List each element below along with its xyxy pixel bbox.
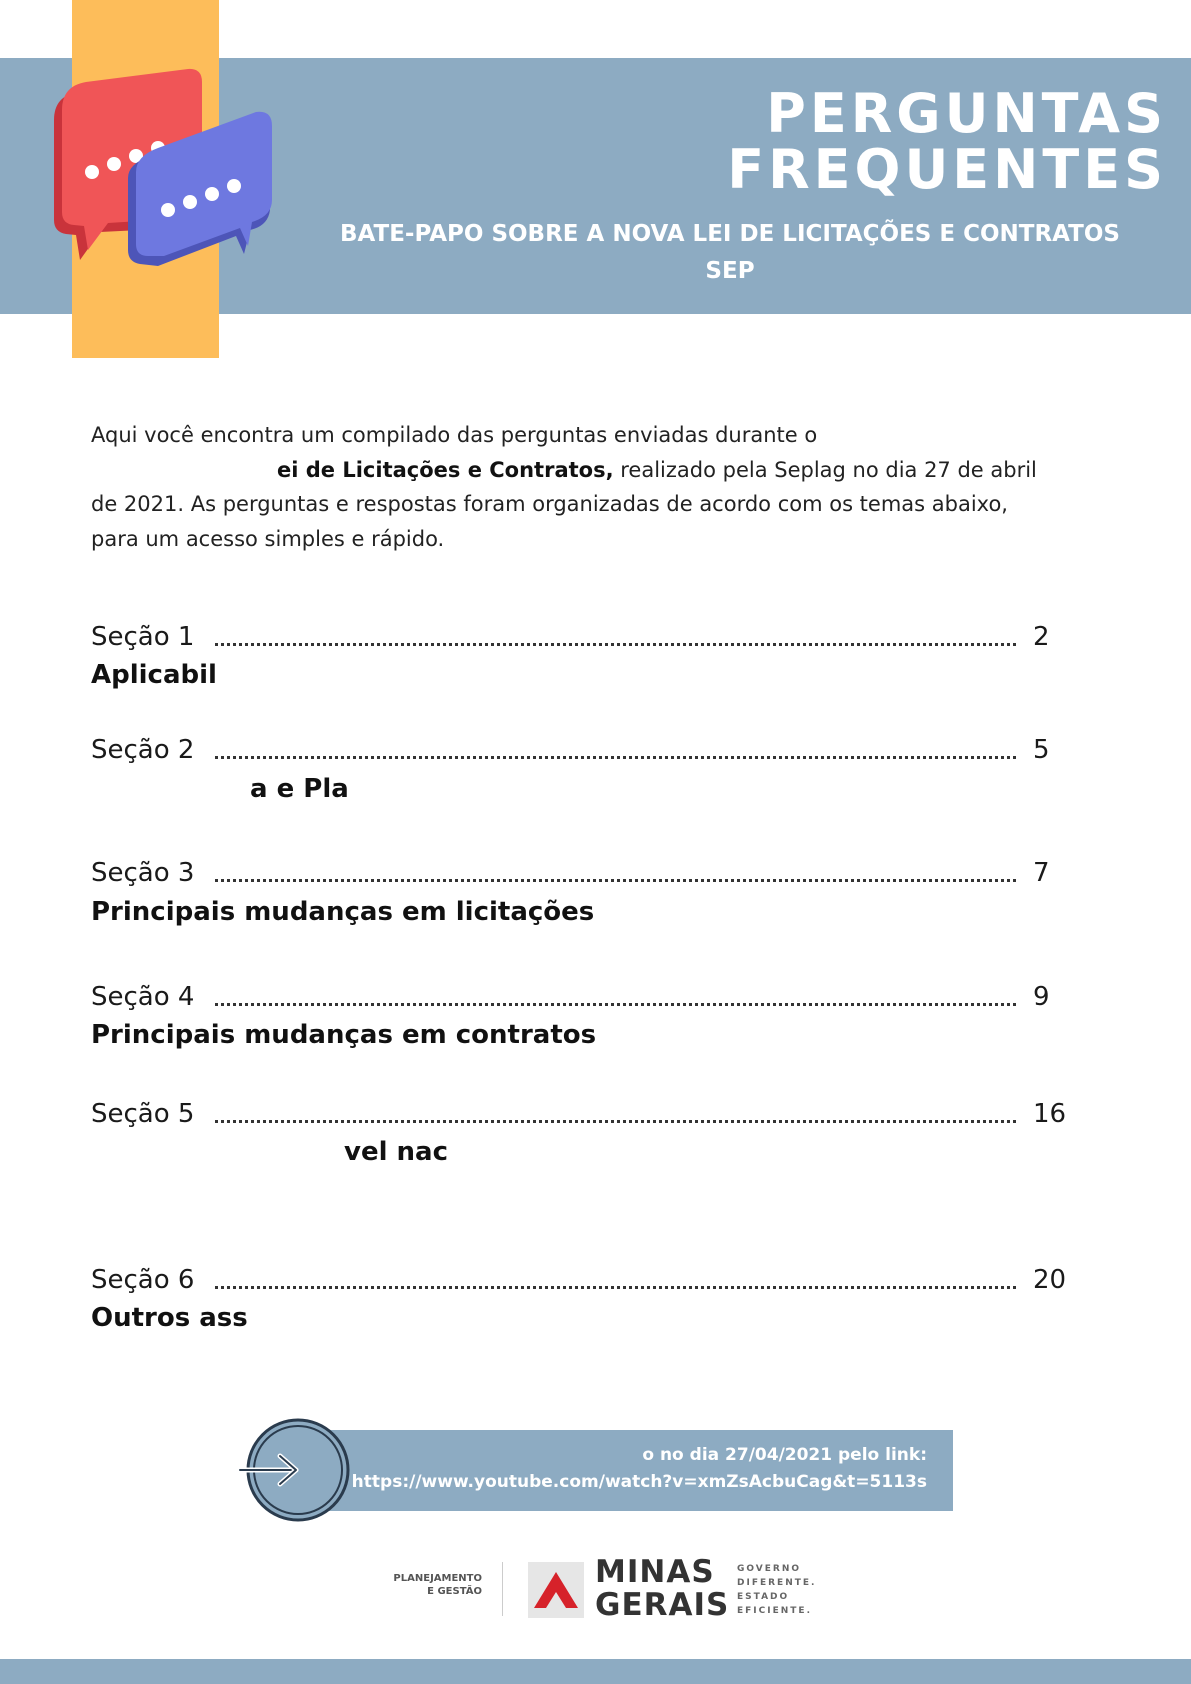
- subtitle-line-2: SEP: [705, 258, 755, 284]
- toc-leader-dots: [215, 756, 1016, 759]
- tagline-line-1: GOVERNO: [737, 1564, 802, 1574]
- toc-row-5[interactable]: [91, 1094, 1091, 1134]
- footer-divider: [502, 1562, 503, 1616]
- toc-label: Seção 1: [91, 622, 195, 652]
- toc-label: Seção 2: [91, 735, 195, 765]
- intro-line-2: [91, 453, 1107, 488]
- tagline-line-2: DIFERENTE.: [737, 1578, 817, 1588]
- arrow-right-icon[interactable]: [236, 1418, 354, 1522]
- title-line-1: PERGUNTAS: [766, 82, 1167, 145]
- minas-gerais-wordmark: [595, 1556, 729, 1622]
- intro-line-3: de 2021. As perguntas e respostas foram organizadas de acordo com os temas abaixo,: [91, 492, 1008, 516]
- toc-row-4[interactable]: [91, 977, 1091, 1017]
- intro-line-2-rest: realizado pela Seplag no dia 27 de abril: [613, 457, 1037, 482]
- toc-title-4: Principais mudanças em contratos: [91, 1020, 597, 1050]
- intro-line-4: para um acesso simples e rápido.: [91, 526, 445, 551]
- toc-row-3[interactable]: [91, 853, 1091, 893]
- toc-page-number: 20: [1033, 1265, 1067, 1295]
- toc-label: Seção 6: [91, 1265, 195, 1295]
- intro-paragraph: [91, 418, 1107, 556]
- title-line-2: FREQUENTES: [727, 138, 1167, 201]
- intro-line-1: Aqui você encontra um compilado das perguntas enviadas durante o: [91, 423, 818, 447]
- video-link-box[interactable]: [300, 1430, 953, 1511]
- toc-label: Seção 3: [91, 858, 195, 888]
- footer-logos: [380, 1552, 840, 1628]
- gerais-word: GERAIS: [595, 1587, 730, 1623]
- toc-page-number: 9: [1033, 982, 1050, 1012]
- toc-title-6: Outros ass: [91, 1303, 248, 1333]
- toc-row-6[interactable]: [91, 1260, 1091, 1300]
- toc-label: Seção 5: [91, 1099, 195, 1129]
- minas-word: MINAS: [595, 1554, 715, 1590]
- chat-bubbles-icon: [40, 60, 280, 280]
- government-tagline: [737, 1562, 816, 1618]
- video-link-url[interactable]: https://www.youtube.com/watch?v=xmZsAcbuCag&t=5113s: [351, 1472, 927, 1492]
- toc-title-5: vel nac: [344, 1137, 449, 1167]
- toc-leader-dots: [215, 1120, 1016, 1123]
- tagline-line-3: ESTADO: [737, 1592, 790, 1602]
- intro-bold-text: ei de Licitações e Contratos,: [277, 457, 614, 482]
- toc-title-3: Principais mudanças em licitações: [91, 897, 595, 927]
- planejamento-line-2: E GESTÃO: [427, 1586, 482, 1597]
- planejamento-line-1: PLANEJAMENTO: [393, 1573, 482, 1584]
- toc-title-2: a e Pla: [250, 774, 349, 804]
- tagline-line-4: EFICIENTE.: [737, 1606, 812, 1616]
- toc-page-number: 5: [1033, 735, 1050, 765]
- toc-label: Seção 4: [91, 982, 195, 1012]
- toc-leader-dots: [215, 643, 1016, 646]
- toc-page-number: 7: [1033, 858, 1050, 888]
- toc-page-number: 2: [1033, 622, 1050, 652]
- video-link-line-1: o no dia 27/04/2021 pelo link:: [642, 1445, 927, 1465]
- subtitle-line-1: BATE-PAPO SOBRE A NOVA LEI DE LICITAÇÕES E CONTRATOS: [339, 221, 1120, 247]
- toc-leader-dots: [215, 1003, 1016, 1006]
- toc-page-number: 16: [1033, 1099, 1067, 1129]
- planejamento-gestao-label: [380, 1572, 482, 1598]
- video-link-text: [352, 1442, 927, 1496]
- bottom-band: [0, 1659, 1191, 1684]
- page-title: [727, 82, 1167, 201]
- toc-leader-dots: [215, 879, 1016, 882]
- toc-title-1: Aplicabil: [91, 660, 217, 690]
- toc-leader-dots: [215, 1286, 1016, 1289]
- minas-gerais-logo-icon: [528, 1562, 584, 1618]
- page-subtitle: [290, 216, 1170, 290]
- toc-row-2[interactable]: [91, 730, 1091, 770]
- toc-row-1[interactable]: [91, 617, 1091, 657]
